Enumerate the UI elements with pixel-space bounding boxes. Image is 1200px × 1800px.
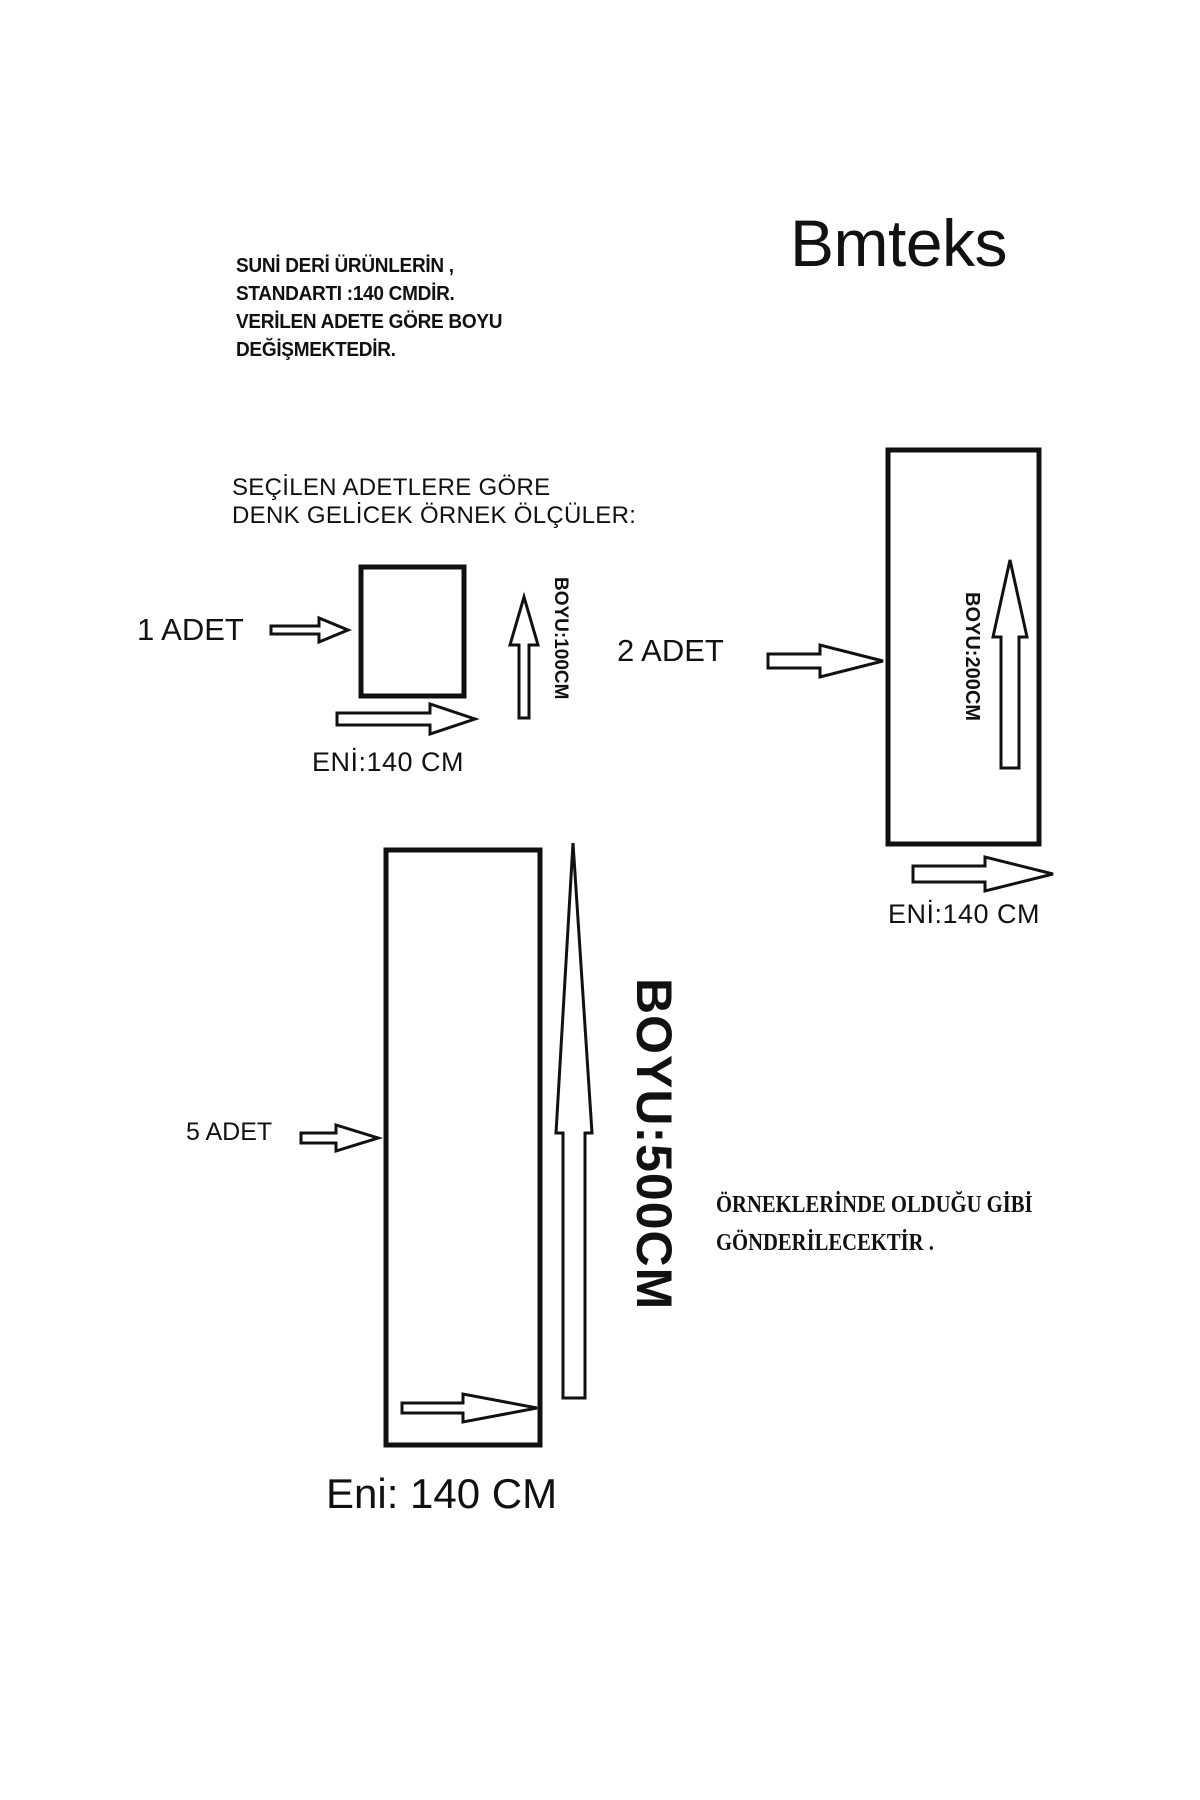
example-1-panel xyxy=(361,567,464,696)
example-5-quantity: 5 ADET xyxy=(186,1118,273,1146)
footer-line: ÖRNEKLERİNDE OLDUĞU GİBİ xyxy=(716,1192,1033,1218)
example-5-width-arrow-icon xyxy=(402,1394,537,1422)
example-2-quantity: 2 ADET xyxy=(617,633,724,668)
example-5-height-label: BOYU:500CM xyxy=(626,978,682,1311)
note-line: SUNİ DERİ ÜRÜNLERİN , xyxy=(236,255,454,277)
brand-logo-text: Bmteks xyxy=(790,206,1008,280)
example-2-width-arrow-icon xyxy=(913,857,1053,891)
example-2-quantity-arrow-icon xyxy=(768,645,883,677)
note-line: DEĞİŞMEKTEDİR. xyxy=(236,339,396,361)
intro-line: DENK GELİCEK ÖRNEK ÖLÇÜLER: xyxy=(232,502,637,529)
example-5-panel xyxy=(386,850,540,1445)
example-1-height-label: BOYU:100CM xyxy=(550,577,571,700)
example-1-width-arrow-icon xyxy=(337,704,475,734)
example-1-height-arrow-icon xyxy=(510,597,538,718)
footer-line: GÖNDERİLECEKTİR . xyxy=(716,1230,934,1256)
example-1-quantity-arrow-icon xyxy=(271,618,348,642)
example-1-quantity: 1 ADET xyxy=(137,612,244,647)
example-2-width-label: ENİ:140 CM xyxy=(888,899,1041,929)
example-2-height-label: BOYU:200CM xyxy=(961,592,983,721)
example-2-height-arrow-icon xyxy=(993,560,1027,768)
note-line: VERİLEN ADETE GÖRE BOYU xyxy=(236,311,503,333)
example-2-panel xyxy=(888,450,1039,844)
intro-line: SEÇİLEN ADETLERE GÖRE xyxy=(232,474,551,501)
example-1-width-label: ENİ:140 CM xyxy=(312,747,465,777)
note-line: STANDARTI :140 CMDİR. xyxy=(236,283,455,305)
example-5-quantity-arrow-icon xyxy=(301,1125,378,1151)
example-5-height-arrow-icon xyxy=(556,843,592,1398)
example-5-width-label: Eni: 140 CM xyxy=(326,1470,558,1517)
